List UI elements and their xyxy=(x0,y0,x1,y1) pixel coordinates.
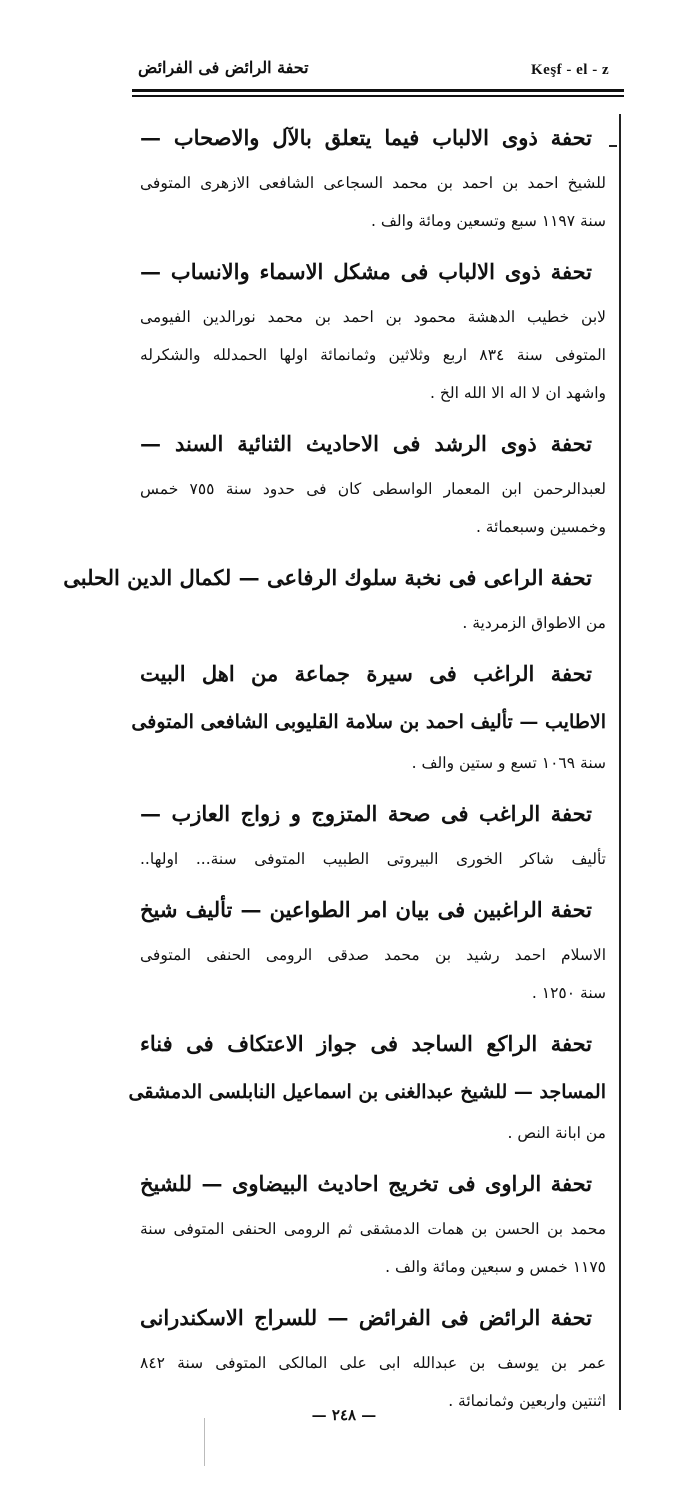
entry xyxy=(140,246,606,412)
entry-text-line: وخمسين وسبعمائة . xyxy=(475,518,606,536)
entry-text-line: للشيخ احمد بن احمد بن محمد السجاعى الشافعى الازهرى المتوفى xyxy=(140,174,606,192)
entry-title-line: تحفة ذوى الالباب فى مشكل الاسماء والانساب — xyxy=(140,259,592,284)
entry-title-line: تحفة الراوى فى تخريج احاديث البيضاوى — للشيخ xyxy=(140,1171,592,1196)
entry xyxy=(140,884,606,1012)
margin-line xyxy=(619,114,621,1410)
entry xyxy=(140,1158,606,1286)
entry-text-line: الاسلام احمد رشيد بن محمد صدقى الرومى الحنفى المتوفى xyxy=(140,946,606,964)
entry xyxy=(140,788,606,878)
page-number: — ٢٤٨ — xyxy=(311,1406,377,1424)
entry-title-line: تحفة ذوى الالباب فيما يتعلق بالآل والاصحاب — xyxy=(140,125,592,150)
running-head-transliteration: Keşf - el - z xyxy=(531,62,610,78)
entry-text-line: تأليف شاكر الخورى البيروتى الطبيب المتوفى سنة... اولها.. xyxy=(140,850,606,868)
header-rule-thick xyxy=(132,89,624,92)
entry-text-line: الاطايب — تأليف احمد بن سلامة القليوبى الشافعى المتوفى xyxy=(131,711,606,733)
entry xyxy=(63,552,606,642)
entry-text-line: المتوفى سنة ٨٣٤ اربع وثلاثين وثمانمائة اولها الحمدلله والشكرله xyxy=(140,346,606,364)
entry-text-line: لعبدالرحمن ابن المعمار الواسطى كان فى حدود سنة ٧٥٥ خمس xyxy=(140,480,607,498)
entry-text-line: اثنتين واربعين وثمانمائة . xyxy=(448,1392,606,1410)
entry-title-line: تحفة الرائض فى الفرائض — للسراج الاسكندرانى xyxy=(140,1305,592,1330)
entry xyxy=(140,418,606,546)
entry-text-line: عمر بن يوسف بن عبدالله ابى على المالكى المتوفى سنة ٨٤٢ xyxy=(140,1354,606,1372)
entry xyxy=(140,1292,606,1420)
entry-text-line: من ابانة النص . xyxy=(507,1124,606,1142)
entry xyxy=(131,648,606,782)
entry-title-line: تحفة الراغبين فى بيان امر الطواعين — تأليف شيخ xyxy=(140,897,592,922)
margin-tick xyxy=(609,145,617,147)
entry-text-line: من الاطواق الزمردية . xyxy=(462,614,606,632)
entry-text-line: واشهد ان لا اله الا الله الخ . xyxy=(430,384,606,402)
entry-text-line: سنة ١٢٥٠ . xyxy=(531,984,606,1002)
entry-title-line: تحفة الراغب فى صحة المتزوج و زواج العازب — xyxy=(140,801,592,826)
entry-title-line: تحفة الراغب فى سيرة جماعة من اهل البيت xyxy=(140,661,592,686)
entry-text-line: محمد بن الحسن بن همات الدمشقى ثم الرومى الحنفى المتوفى سنة xyxy=(140,1220,606,1238)
entry-text-line: المساجد — للشيخ عبدالغنى بن اسماعيل النابلسى الدمشقى xyxy=(128,1081,606,1103)
entry-text-line: ١١٧٥ خمس و سبعين ومائة والف . xyxy=(385,1258,606,1276)
entry-text-line: لابن خطيب الدهشة محمود بن احمد بن محمد نورالدين الفيومى xyxy=(140,308,606,326)
entries-list xyxy=(63,112,607,1426)
entry-title-line: تحفة الراكع الساجد فى جواز الاعتكاف فى فناء xyxy=(140,1031,592,1056)
entry-title-line: تحفة الراعى فى نخبة سلوك الرفاعى — لكمال الدين الحلبى xyxy=(63,565,592,590)
entry xyxy=(128,1018,606,1152)
entry xyxy=(140,112,606,240)
running-head-arabic: تحفة الرائض فى الفرائض xyxy=(138,58,309,77)
header-rule-thin xyxy=(132,95,624,97)
entry-title-line: تحفة ذوى الرشد فى الاحاديث الثنائية السند — xyxy=(140,431,592,456)
entry-text-line: سنة ١٠٦٩ تسع و ستين والف . xyxy=(411,754,606,772)
entry-text-line: سنة ١١٩٧ سبع وتسعين ومائة والف . xyxy=(371,212,606,230)
